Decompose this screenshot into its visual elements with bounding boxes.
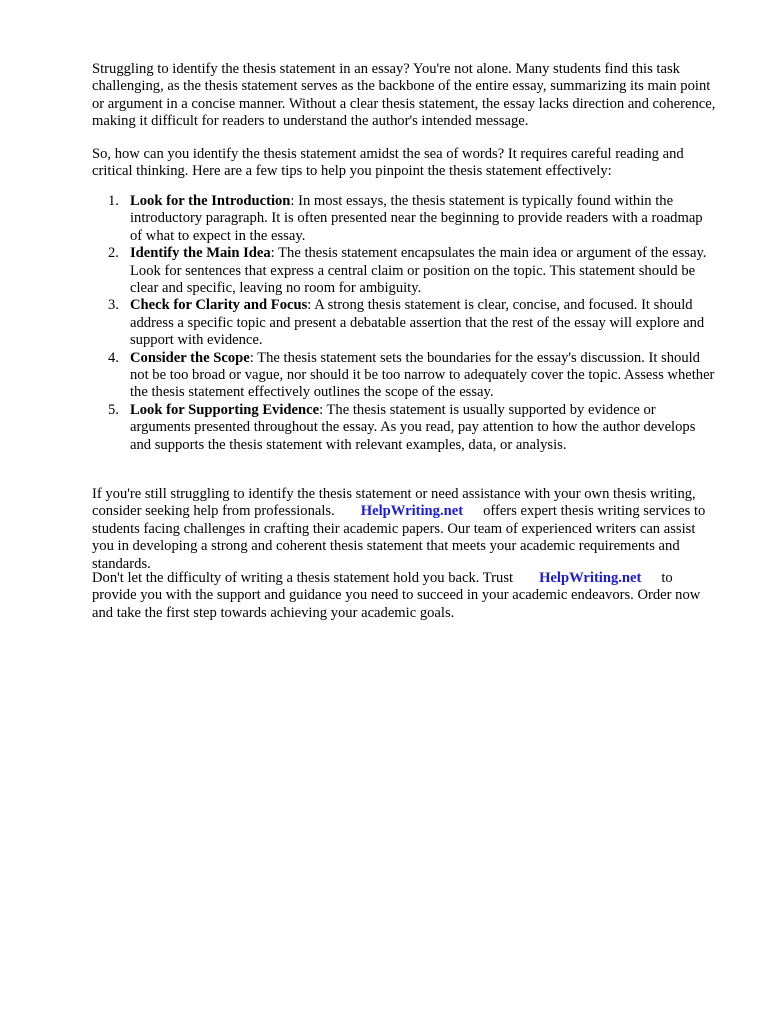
list-item	[92, 402, 717, 454]
list-item	[92, 245, 717, 297]
tip-number: 3.	[108, 297, 119, 314]
tips-list	[92, 193, 717, 454]
help-text-before: If you're still struggling to identify the thesis statement or need assistance with your own thesis writing, consider seeking help from professionals.	[92, 486, 696, 520]
tip-title: Look for Supporting Evidence	[130, 401, 320, 418]
tip-number: 4.	[108, 349, 119, 366]
tip-title: Look for the Introduction	[130, 193, 291, 209]
tip-number: 5.	[108, 401, 119, 418]
list-item	[92, 193, 717, 245]
tip-number: 2.	[108, 245, 119, 262]
help-paragraph	[92, 486, 717, 573]
helpwriting-link[interactable]: HelpWriting.net	[539, 570, 642, 586]
help-text-after: offers expert thesis writing services to students facing challenges in crafting their academic papers. Our team of experienced writers can assist you in developing a strong and coherent thesis statement that meets your academic requirements and standards.	[92, 503, 706, 572]
closing-text-before: Don't let the difficulty of writing a thesis statement hold you back. Trust	[92, 570, 514, 586]
tip-title: Identify the Main Idea	[130, 245, 271, 262]
tip-number: 1.	[108, 193, 119, 209]
intro-paragraph: Struggling to identify the thesis statement in an essay? You're not alone. Many students find this task challenging, as the thesis statement serves as the backbone of the entire essay, summarizing its main point or argument in a concise manner. Without a clear thesis statement, the essay lacks direction and coherence, making it difficult for readers to understand the author's intended message.	[92, 61, 716, 130]
tip-text: : A strong thesis statement is clear, concise, and focused. It should address a specific topic and present a debatable assertion that the rest of the essay will explore and support with evidence.	[130, 297, 705, 349]
closing-text-after: to provide you with the support and guidance you need to succeed in your academic endeavors. Order now and take the first step towards achieving your academic goals.	[92, 570, 701, 621]
list-item	[92, 297, 717, 349]
tip-title: Consider the Scope	[130, 349, 250, 366]
tip-title: Check for Clarity and Focus	[130, 297, 308, 314]
tip-text: : The thesis statement is usually supported by evidence or arguments presented throughout the essay. As you read, pay attention to how the author develops and supports the thesis statement with relevant examples, data, or analysis.	[130, 401, 696, 453]
tip-text: : The thesis statement encapsulates the main idea or argument of the essay. Look for sentences that express a central claim or position on the topic. This statement should be clear and specific, leaving no room for ambiguity.	[130, 245, 707, 297]
question-paragraph: So, how can you identify the thesis statement amidst the sea of words? It requires careful reading and critical thinking. Here are a few tips to help you pinpoint the thesis statement effectively:	[92, 146, 684, 180]
tip-text: : The thesis statement sets the boundaries for the essay's discussion. It should not be too broad or vague, nor should it be too narrow to adequately cover the topic. Assess whether the thesis statement effectively outlines the scope of the essay.	[130, 349, 715, 401]
list-item	[92, 350, 717, 402]
closing-paragraph	[92, 570, 717, 622]
tip-text: : In most essays, the thesis statement is typically found within the introductory paragraph. It is often presented near the beginning to provide readers with a roadmap of what to expect in the essay.	[130, 193, 703, 244]
helpwriting-link[interactable]: HelpWriting.net	[360, 503, 464, 520]
